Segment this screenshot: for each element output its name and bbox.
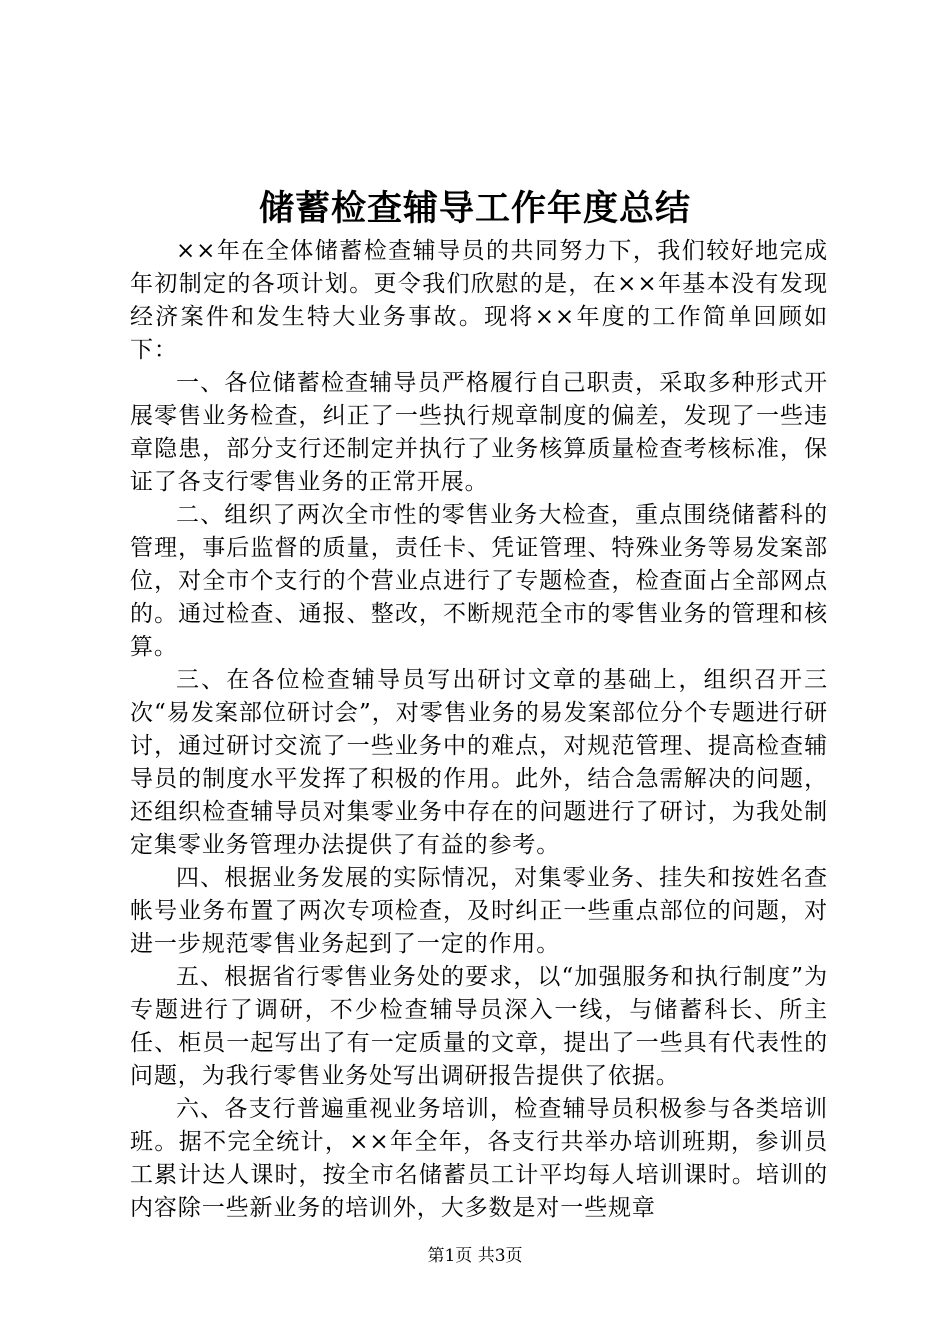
page-number-footer: 第1页 共3页: [427, 1246, 523, 1266]
paragraph-intro: ××年在全体储蓄检查辅导员的共同努力下，我们较好地完成年初制定的各项计划。更令我们欣慰的是，在××年基本没有发现经济案件和发生特大业务事故。现将××年度的工作简单回顾如下：: [130, 238, 828, 363]
paragraph-item-5: 五、根据省行零售业务处的要求，以“加强服务和执行制度”为专题进行了调研，不少检查辅导员深入一线，与储蓄科长、所主任、柜员一起写出了有一定质量的文章，提出了一些具有代表性的问题，为我行零售业务处写出调研报告提供了依据。: [130, 964, 828, 1089]
paragraph-item-1: 一、各位储蓄检查辅导员严格履行自己职责，采取多种形式开展零售业务检查，纠正了一些执行规章制度的偏差，发现了一些违章隐患，部分支行还制定并执行了业务核算质量检查考核标准，保证了各支行零售业务的正常开展。: [130, 370, 828, 495]
paragraph-item-6: 六、各支行普遍重视业务培训，检查辅导员积极参与各类培训班。据不完全统计，××年全年，各支行共举办培训班期，参训员工累计达人课时，按全市名储蓄员工计平均每人培训课时。培训的内容除一些新业务的培训外，大多数是对一些规章: [130, 1096, 828, 1221]
document-body: [130, 235, 828, 1225]
document-title: 储蓄检查辅导工作年度总结: [258, 188, 691, 229]
paragraph-item-4: 四、根据业务发展的实际情况，对集零业务、挂失和按姓名查帐号业务布置了两次专项检查，及时纠正一些重点部位的问题，对进一步规范零售业务起到了一定的作用。: [130, 865, 828, 957]
paragraph-item-2: 二、组织了两次全市性的零售业务大检查，重点围绕储蓄科的管理，事后监督的质量，责任卡、凭证管理、特殊业务等易发案部位，对全市个支行的个营业点进行了专题检查，检查面占全部网点的。通过检查、通报、整改，不断规范全市的零售业务的管理和核算。: [130, 502, 828, 660]
paragraph-item-3: 三、在各位检查辅导员写出研讨文章的基础上，组织召开三次“易发案部位研讨会”，对零售业务的易发案部位分个专题进行研讨，通过研讨交流了一些业务中的难点，对规范管理、提高检查辅导员的制度水平发挥了积极的作用。此外，结合急需解决的问题，还组织检查辅导员对集零业务中存在的问题进行了研讨，为我处制定集零业务管理办法提供了有益的参考。: [130, 667, 828, 858]
